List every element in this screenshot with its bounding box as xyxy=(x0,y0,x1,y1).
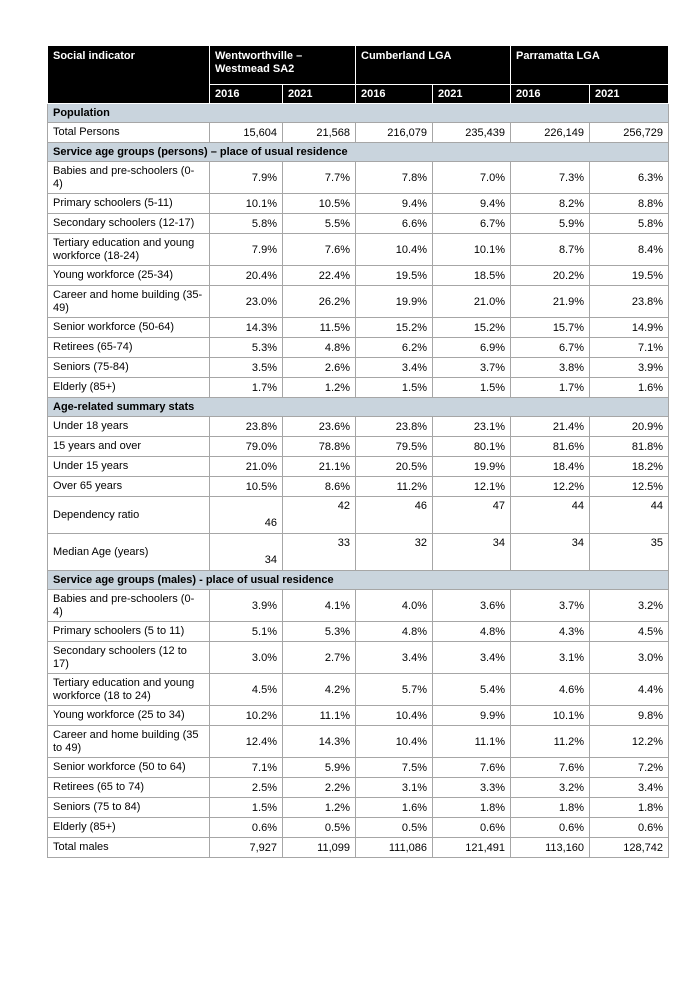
header-year: 2016 xyxy=(210,85,283,104)
value-cell: 121,491 xyxy=(433,838,511,858)
value-cell: 46 xyxy=(210,497,283,534)
value-cell: 0.6% xyxy=(433,818,511,838)
value-cell: 79.0% xyxy=(210,437,283,457)
value-cell: 8.6% xyxy=(283,477,356,497)
value-cell: 5.1% xyxy=(210,622,283,642)
table-row xyxy=(48,838,669,858)
value-cell: 5.9% xyxy=(283,758,356,778)
header-year: 2016 xyxy=(356,85,433,104)
value-cell: 4.8% xyxy=(433,622,511,642)
value-cell: 15,604 xyxy=(210,123,283,143)
table-row xyxy=(48,477,669,497)
table-row xyxy=(48,318,669,338)
value-cell: 3.4% xyxy=(356,642,433,674)
value-cell: 2.2% xyxy=(283,778,356,798)
table-row xyxy=(48,706,669,726)
value-cell: 22.4% xyxy=(283,266,356,286)
value-cell: 0.5% xyxy=(283,818,356,838)
value-cell: 7.6% xyxy=(511,758,590,778)
value-cell: 5.7% xyxy=(356,674,433,706)
row-label: Dependency ratio xyxy=(48,497,210,534)
value-cell: 20.9% xyxy=(590,417,669,437)
value-cell: 34 xyxy=(433,534,511,571)
value-cell: 256,729 xyxy=(590,123,669,143)
table-row xyxy=(48,194,669,214)
value-cell: 10.4% xyxy=(356,726,433,758)
value-cell: 5.3% xyxy=(283,622,356,642)
table-row xyxy=(48,214,669,234)
value-cell: 0.6% xyxy=(210,818,283,838)
value-cell: 1.8% xyxy=(433,798,511,818)
value-cell: 34 xyxy=(511,534,590,571)
value-cell: 18.4% xyxy=(511,457,590,477)
value-cell: 3.7% xyxy=(511,590,590,622)
value-cell: 1.8% xyxy=(511,798,590,818)
value-cell: 19.9% xyxy=(433,457,511,477)
value-cell: 12.2% xyxy=(590,726,669,758)
value-cell: 10.5% xyxy=(283,194,356,214)
value-cell: 11.1% xyxy=(433,726,511,758)
value-cell: 4.3% xyxy=(511,622,590,642)
value-cell: 19.5% xyxy=(356,266,433,286)
value-cell: 4.6% xyxy=(511,674,590,706)
value-cell: 14.3% xyxy=(283,726,356,758)
table-row xyxy=(48,622,669,642)
value-cell: 6.3% xyxy=(590,162,669,194)
value-cell: 46 xyxy=(356,497,433,534)
value-cell: 1.2% xyxy=(283,378,356,398)
value-cell: 23.1% xyxy=(433,417,511,437)
row-label: Seniors (75-84) xyxy=(48,358,210,378)
table-row xyxy=(48,286,669,318)
value-cell: 12.5% xyxy=(590,477,669,497)
value-cell: 1.7% xyxy=(511,378,590,398)
row-label: Tertiary education and young workforce (18 to 24) xyxy=(48,674,210,706)
value-cell: 3.2% xyxy=(511,778,590,798)
row-label: Seniors (75 to 84) xyxy=(48,798,210,818)
value-cell: 7.8% xyxy=(356,162,433,194)
value-cell: 0.6% xyxy=(590,818,669,838)
value-cell: 12.4% xyxy=(210,726,283,758)
value-cell: 7.2% xyxy=(590,758,669,778)
section-header-row xyxy=(48,571,669,590)
value-cell: 5.3% xyxy=(210,338,283,358)
row-label: Senior workforce (50 to 64) xyxy=(48,758,210,778)
value-cell: 1.8% xyxy=(590,798,669,818)
value-cell: 11.2% xyxy=(356,477,433,497)
value-cell: 5.8% xyxy=(210,214,283,234)
value-cell: 8.7% xyxy=(511,234,590,266)
value-cell: 3.9% xyxy=(210,590,283,622)
value-cell: 81.8% xyxy=(590,437,669,457)
row-label: Under 18 years xyxy=(48,417,210,437)
table-row xyxy=(48,534,669,571)
value-cell: 9.8% xyxy=(590,706,669,726)
value-cell: 6.2% xyxy=(356,338,433,358)
value-cell: 226,149 xyxy=(511,123,590,143)
value-cell: 128,742 xyxy=(590,838,669,858)
value-cell: 6.7% xyxy=(433,214,511,234)
value-cell: 20.5% xyxy=(356,457,433,477)
row-label: Retirees (65-74) xyxy=(48,338,210,358)
table-row xyxy=(48,234,669,266)
table-row xyxy=(48,590,669,622)
table-row xyxy=(48,726,669,758)
value-cell: 11.1% xyxy=(283,706,356,726)
value-cell: 19.5% xyxy=(590,266,669,286)
table-body xyxy=(48,104,669,858)
value-cell: 4.5% xyxy=(590,622,669,642)
row-label: Young workforce (25-34) xyxy=(48,266,210,286)
value-cell: 7,927 xyxy=(210,838,283,858)
value-cell: 7.5% xyxy=(356,758,433,778)
value-cell: 81.6% xyxy=(511,437,590,457)
value-cell: 7.7% xyxy=(283,162,356,194)
value-cell: 19.9% xyxy=(356,286,433,318)
row-label: Retirees (65 to 74) xyxy=(48,778,210,798)
value-cell: 15.7% xyxy=(511,318,590,338)
value-cell: 5.8% xyxy=(590,214,669,234)
value-cell: 5.4% xyxy=(433,674,511,706)
value-cell: 21.9% xyxy=(511,286,590,318)
value-cell: 4.8% xyxy=(356,622,433,642)
row-label: Babies and pre-schoolers (0-4) xyxy=(48,162,210,194)
value-cell: 23.8% xyxy=(210,417,283,437)
value-cell: 23.8% xyxy=(356,417,433,437)
value-cell: 33 xyxy=(283,534,356,571)
value-cell: 15.2% xyxy=(356,318,433,338)
value-cell: 3.8% xyxy=(511,358,590,378)
value-cell: 1.6% xyxy=(590,378,669,398)
value-cell: 3.0% xyxy=(590,642,669,674)
value-cell: 21.0% xyxy=(210,457,283,477)
row-label: 15 years and over xyxy=(48,437,210,457)
table-row xyxy=(48,642,669,674)
table-row xyxy=(48,378,669,398)
value-cell: 8.8% xyxy=(590,194,669,214)
table-row xyxy=(48,266,669,286)
value-cell: 2.5% xyxy=(210,778,283,798)
value-cell: 6.7% xyxy=(511,338,590,358)
table-row xyxy=(48,437,669,457)
row-label: Career and home building (35 to 49) xyxy=(48,726,210,758)
value-cell: 1.5% xyxy=(433,378,511,398)
value-cell: 18.2% xyxy=(590,457,669,477)
value-cell: 23.6% xyxy=(283,417,356,437)
value-cell: 11.2% xyxy=(511,726,590,758)
table-header xyxy=(48,46,669,104)
value-cell: 15.2% xyxy=(433,318,511,338)
header-area-cumberland: Cumberland LGA xyxy=(356,46,511,85)
header-social-indicator: Social indicator xyxy=(48,46,210,104)
value-cell: 26.2% xyxy=(283,286,356,318)
value-cell: 18.5% xyxy=(433,266,511,286)
value-cell: 34 xyxy=(210,534,283,571)
value-cell: 8.2% xyxy=(511,194,590,214)
value-cell: 1.5% xyxy=(356,378,433,398)
header-area-parramatta: Parramatta LGA xyxy=(511,46,669,85)
value-cell: 6.9% xyxy=(433,338,511,358)
value-cell: 3.4% xyxy=(590,778,669,798)
value-cell: 11.5% xyxy=(283,318,356,338)
section-title: Population xyxy=(48,104,669,123)
value-cell: 3.2% xyxy=(590,590,669,622)
section-title: Service age groups (males) - place of usual residence xyxy=(48,571,669,590)
table-row xyxy=(48,758,669,778)
row-label: Elderly (85+) xyxy=(48,378,210,398)
header-area-wentworthville: Wentworthville – Westmead SA2 xyxy=(210,46,356,85)
value-cell: 10.1% xyxy=(210,194,283,214)
value-cell: 80.1% xyxy=(433,437,511,457)
section-title: Service age groups (persons) – place of usual residence xyxy=(48,143,669,162)
value-cell: 10.5% xyxy=(210,477,283,497)
value-cell: 9.4% xyxy=(433,194,511,214)
value-cell: 3.1% xyxy=(356,778,433,798)
value-cell: 216,079 xyxy=(356,123,433,143)
value-cell: 5.5% xyxy=(283,214,356,234)
value-cell: 1.2% xyxy=(283,798,356,818)
value-cell: 4.1% xyxy=(283,590,356,622)
table-row xyxy=(48,778,669,798)
value-cell: 7.3% xyxy=(511,162,590,194)
table-row xyxy=(48,497,669,534)
value-cell: 10.4% xyxy=(356,234,433,266)
value-cell: 3.5% xyxy=(210,358,283,378)
value-cell: 79.5% xyxy=(356,437,433,457)
value-cell: 21.1% xyxy=(283,457,356,477)
row-label: Elderly (85+) xyxy=(48,818,210,838)
value-cell: 23.8% xyxy=(590,286,669,318)
value-cell: 111,086 xyxy=(356,838,433,858)
value-cell: 3.3% xyxy=(433,778,511,798)
row-label: Over 65 years xyxy=(48,477,210,497)
value-cell: 23.0% xyxy=(210,286,283,318)
table-row xyxy=(48,123,669,143)
row-label: Secondary schoolers (12-17) xyxy=(48,214,210,234)
table-row xyxy=(48,162,669,194)
table-row xyxy=(48,674,669,706)
section-header-row xyxy=(48,398,669,417)
value-cell: 44 xyxy=(590,497,669,534)
value-cell: 0.5% xyxy=(356,818,433,838)
value-cell: 1.7% xyxy=(210,378,283,398)
value-cell: 7.9% xyxy=(210,162,283,194)
row-label: Tertiary education and young workforce (18-24) xyxy=(48,234,210,266)
value-cell: 235,439 xyxy=(433,123,511,143)
row-label: Young workforce (25 to 34) xyxy=(48,706,210,726)
value-cell: 7.9% xyxy=(210,234,283,266)
row-label: Career and home building (35-49) xyxy=(48,286,210,318)
value-cell: 4.0% xyxy=(356,590,433,622)
value-cell: 7.6% xyxy=(283,234,356,266)
row-label: Primary schoolers (5 to 11) xyxy=(48,622,210,642)
value-cell: 14.9% xyxy=(590,318,669,338)
value-cell: 113,160 xyxy=(511,838,590,858)
value-cell: 8.4% xyxy=(590,234,669,266)
table-row xyxy=(48,818,669,838)
table-row xyxy=(48,338,669,358)
row-label: Secondary schoolers (12 to 17) xyxy=(48,642,210,674)
table-row xyxy=(48,358,669,378)
value-cell: 4.8% xyxy=(283,338,356,358)
value-cell: 21.0% xyxy=(433,286,511,318)
row-label: Senior workforce (50-64) xyxy=(48,318,210,338)
section-header-row xyxy=(48,143,669,162)
table-row xyxy=(48,457,669,477)
row-label: Babies and pre-schoolers (0-4) xyxy=(48,590,210,622)
row-label: Total Persons xyxy=(48,123,210,143)
value-cell: 3.1% xyxy=(511,642,590,674)
value-cell: 10.4% xyxy=(356,706,433,726)
table-row xyxy=(48,417,669,437)
value-cell: 1.6% xyxy=(356,798,433,818)
value-cell: 4.2% xyxy=(283,674,356,706)
value-cell: 20.2% xyxy=(511,266,590,286)
value-cell: 2.6% xyxy=(283,358,356,378)
value-cell: 9.4% xyxy=(356,194,433,214)
table-row xyxy=(48,798,669,818)
header-year: 2021 xyxy=(283,85,356,104)
value-cell: 44 xyxy=(511,497,590,534)
row-label: Total males xyxy=(48,838,210,858)
value-cell: 10.2% xyxy=(210,706,283,726)
value-cell: 2.7% xyxy=(283,642,356,674)
value-cell: 7.1% xyxy=(590,338,669,358)
value-cell: 6.6% xyxy=(356,214,433,234)
value-cell: 11,099 xyxy=(283,838,356,858)
value-cell: 42 xyxy=(283,497,356,534)
header-year: 2021 xyxy=(590,85,669,104)
social-indicators-table xyxy=(47,45,669,858)
row-label: Median Age (years) xyxy=(48,534,210,571)
value-cell: 35 xyxy=(590,534,669,571)
value-cell: 3.9% xyxy=(590,358,669,378)
value-cell: 78.8% xyxy=(283,437,356,457)
header-year: 2016 xyxy=(511,85,590,104)
value-cell: 3.4% xyxy=(433,642,511,674)
value-cell: 12.1% xyxy=(433,477,511,497)
value-cell: 0.6% xyxy=(511,818,590,838)
value-cell: 3.7% xyxy=(433,358,511,378)
value-cell: 7.6% xyxy=(433,758,511,778)
value-cell: 9.9% xyxy=(433,706,511,726)
section-title: Age-related summary stats xyxy=(48,398,669,417)
value-cell: 21,568 xyxy=(283,123,356,143)
value-cell: 10.1% xyxy=(433,234,511,266)
value-cell: 7.0% xyxy=(433,162,511,194)
value-cell: 21.4% xyxy=(511,417,590,437)
header-year: 2021 xyxy=(433,85,511,104)
value-cell: 5.9% xyxy=(511,214,590,234)
value-cell: 47 xyxy=(433,497,511,534)
value-cell: 20.4% xyxy=(210,266,283,286)
row-label: Under 15 years xyxy=(48,457,210,477)
value-cell: 12.2% xyxy=(511,477,590,497)
value-cell: 1.5% xyxy=(210,798,283,818)
value-cell: 4.5% xyxy=(210,674,283,706)
value-cell: 3.4% xyxy=(356,358,433,378)
value-cell: 3.6% xyxy=(433,590,511,622)
section-header-row xyxy=(48,104,669,123)
value-cell: 3.0% xyxy=(210,642,283,674)
row-label: Primary schoolers (5-11) xyxy=(48,194,210,214)
value-cell: 10.1% xyxy=(511,706,590,726)
value-cell: 7.1% xyxy=(210,758,283,778)
value-cell: 14.3% xyxy=(210,318,283,338)
value-cell: 4.4% xyxy=(590,674,669,706)
value-cell: 32 xyxy=(356,534,433,571)
